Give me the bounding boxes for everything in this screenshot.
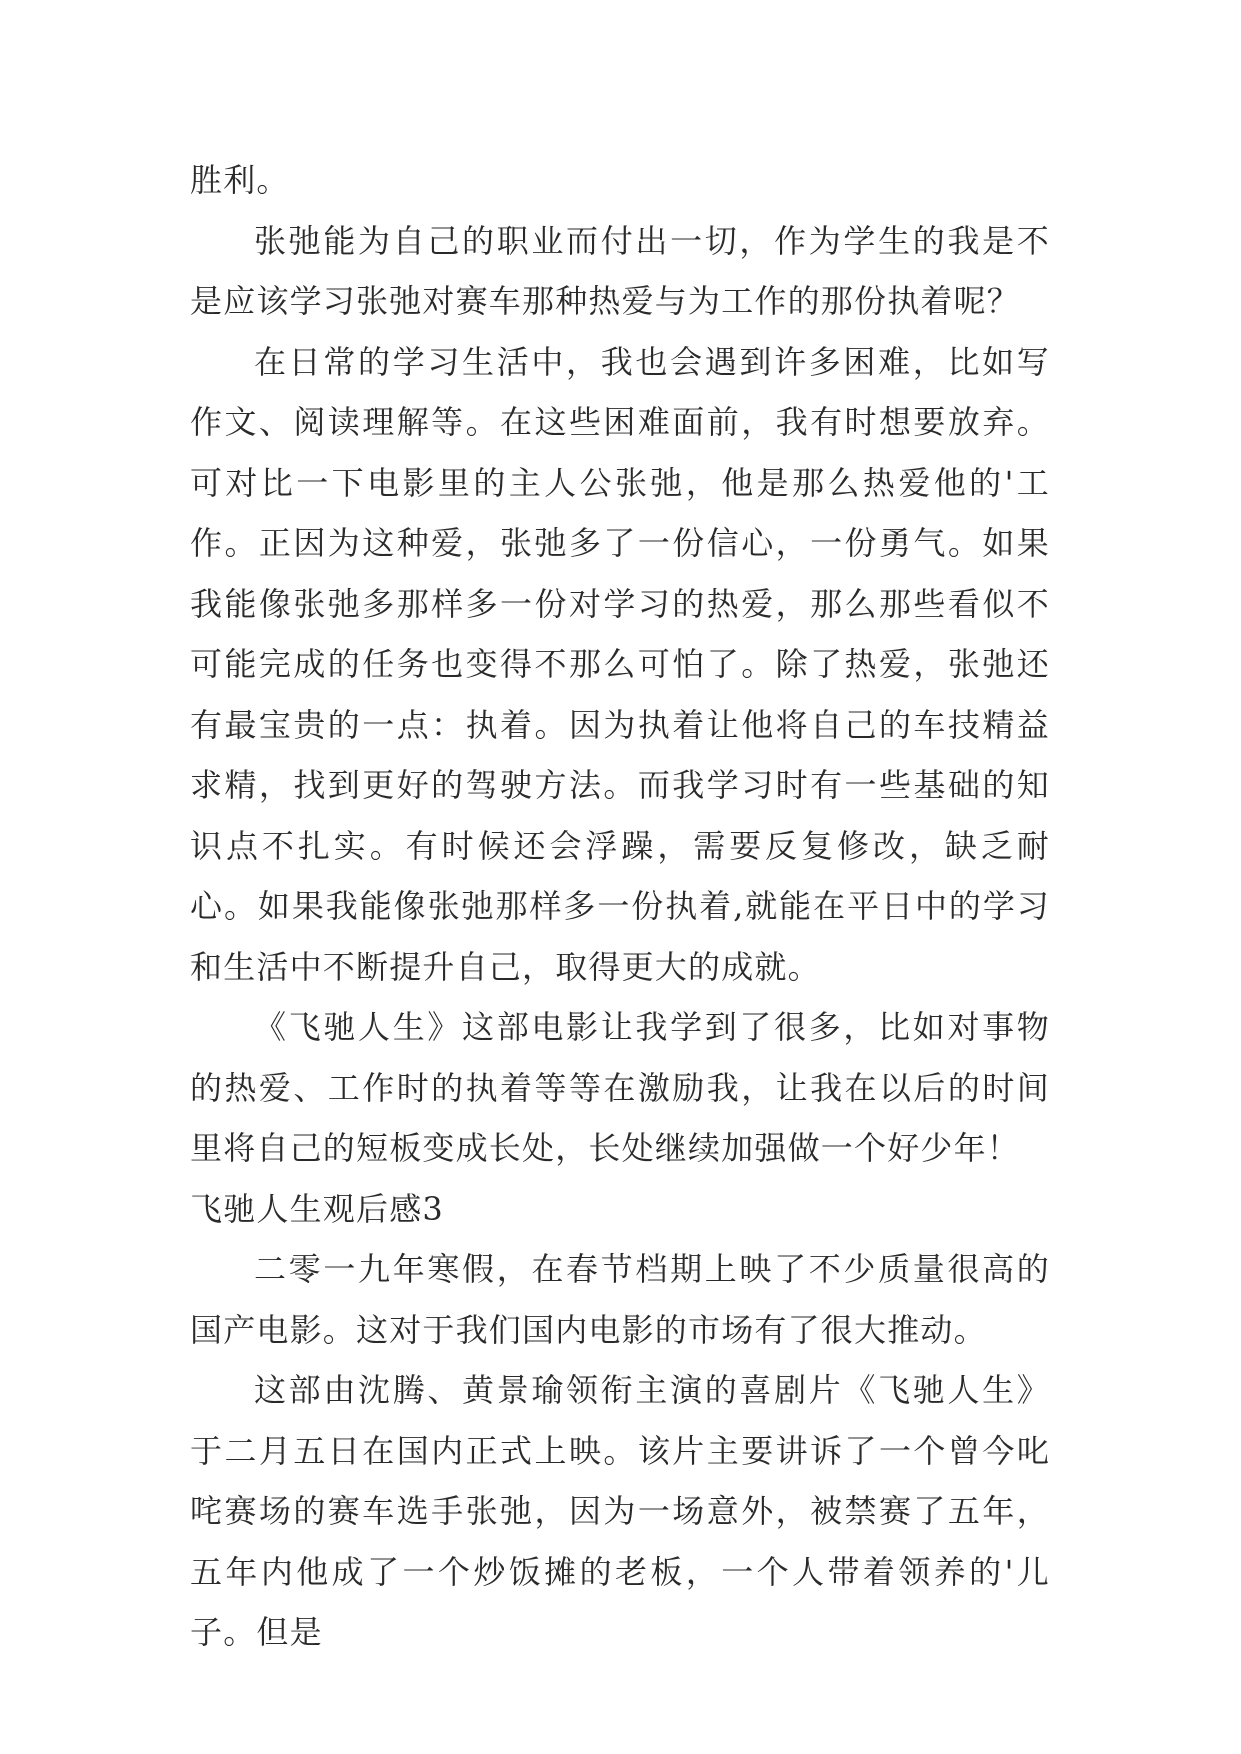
document-body (190, 150, 1050, 1663)
paragraph: 这部由沈腾、黄景瑜领衔主演的喜剧片《飞驰人生》于二月五日在国内正式上映。该片主要讲诉了一个曾今叱咤赛场的赛车选手张弛，因为一场意外，被禁赛了五年，五年内他成了一个炒饭摊的老板，一个人带着领养的'儿子。但是 (190, 1371, 1050, 1651)
paragraph: 二零一九年寒假，在春节档期上映了不少质量很高的国产电影。这对于我们国内电影的市场有了很大推动。 (190, 1250, 1050, 1349)
paragraph: 《飞驰人生》这部电影让我学到了很多，比如对事物的热爱、工作时的执着等等在激励我，让我在以后的时间里将自己的短板变成长处，长处继续加强做一个好少年！ (190, 1008, 1050, 1167)
section-heading: 飞驰人生观后感3 (190, 1189, 444, 1228)
paragraph: 在日常的学习生活中，我也会遇到许多困难，比如写作文、阅读理解等。在这些困难面前，我有时想要放弃。可对比一下电影里的主人公张弛，他是那么热爱他的'工作。正因为这种爱，张弛多了一份信心，一份勇气。如果我能像张弛多那样多一份对学习的热爱，那么那些看似不可能完成的任务也变得不那么可怕了。除了热爱，张弛还有最宝贵的一点：执着。因为执着让他将自己的车技精益求精，找到更好的驾驶方法。而我学习时有一些基础的知识点不扎实。有时候还会浮躁，需要反复修改，缺乏耐心。如果我能像张弛那样多一份执着,就能在平日中的学习和生活中不断提升自己，取得更大的成就。 (190, 342, 1050, 986)
paragraph-continuation: 胜利。 (190, 161, 290, 199)
paragraph: 张弛能为自己的职业而付出一切，作为学生的我是不是应该学习张弛对赛车那种热爱与为工作的那份执着呢？ (190, 221, 1050, 320)
